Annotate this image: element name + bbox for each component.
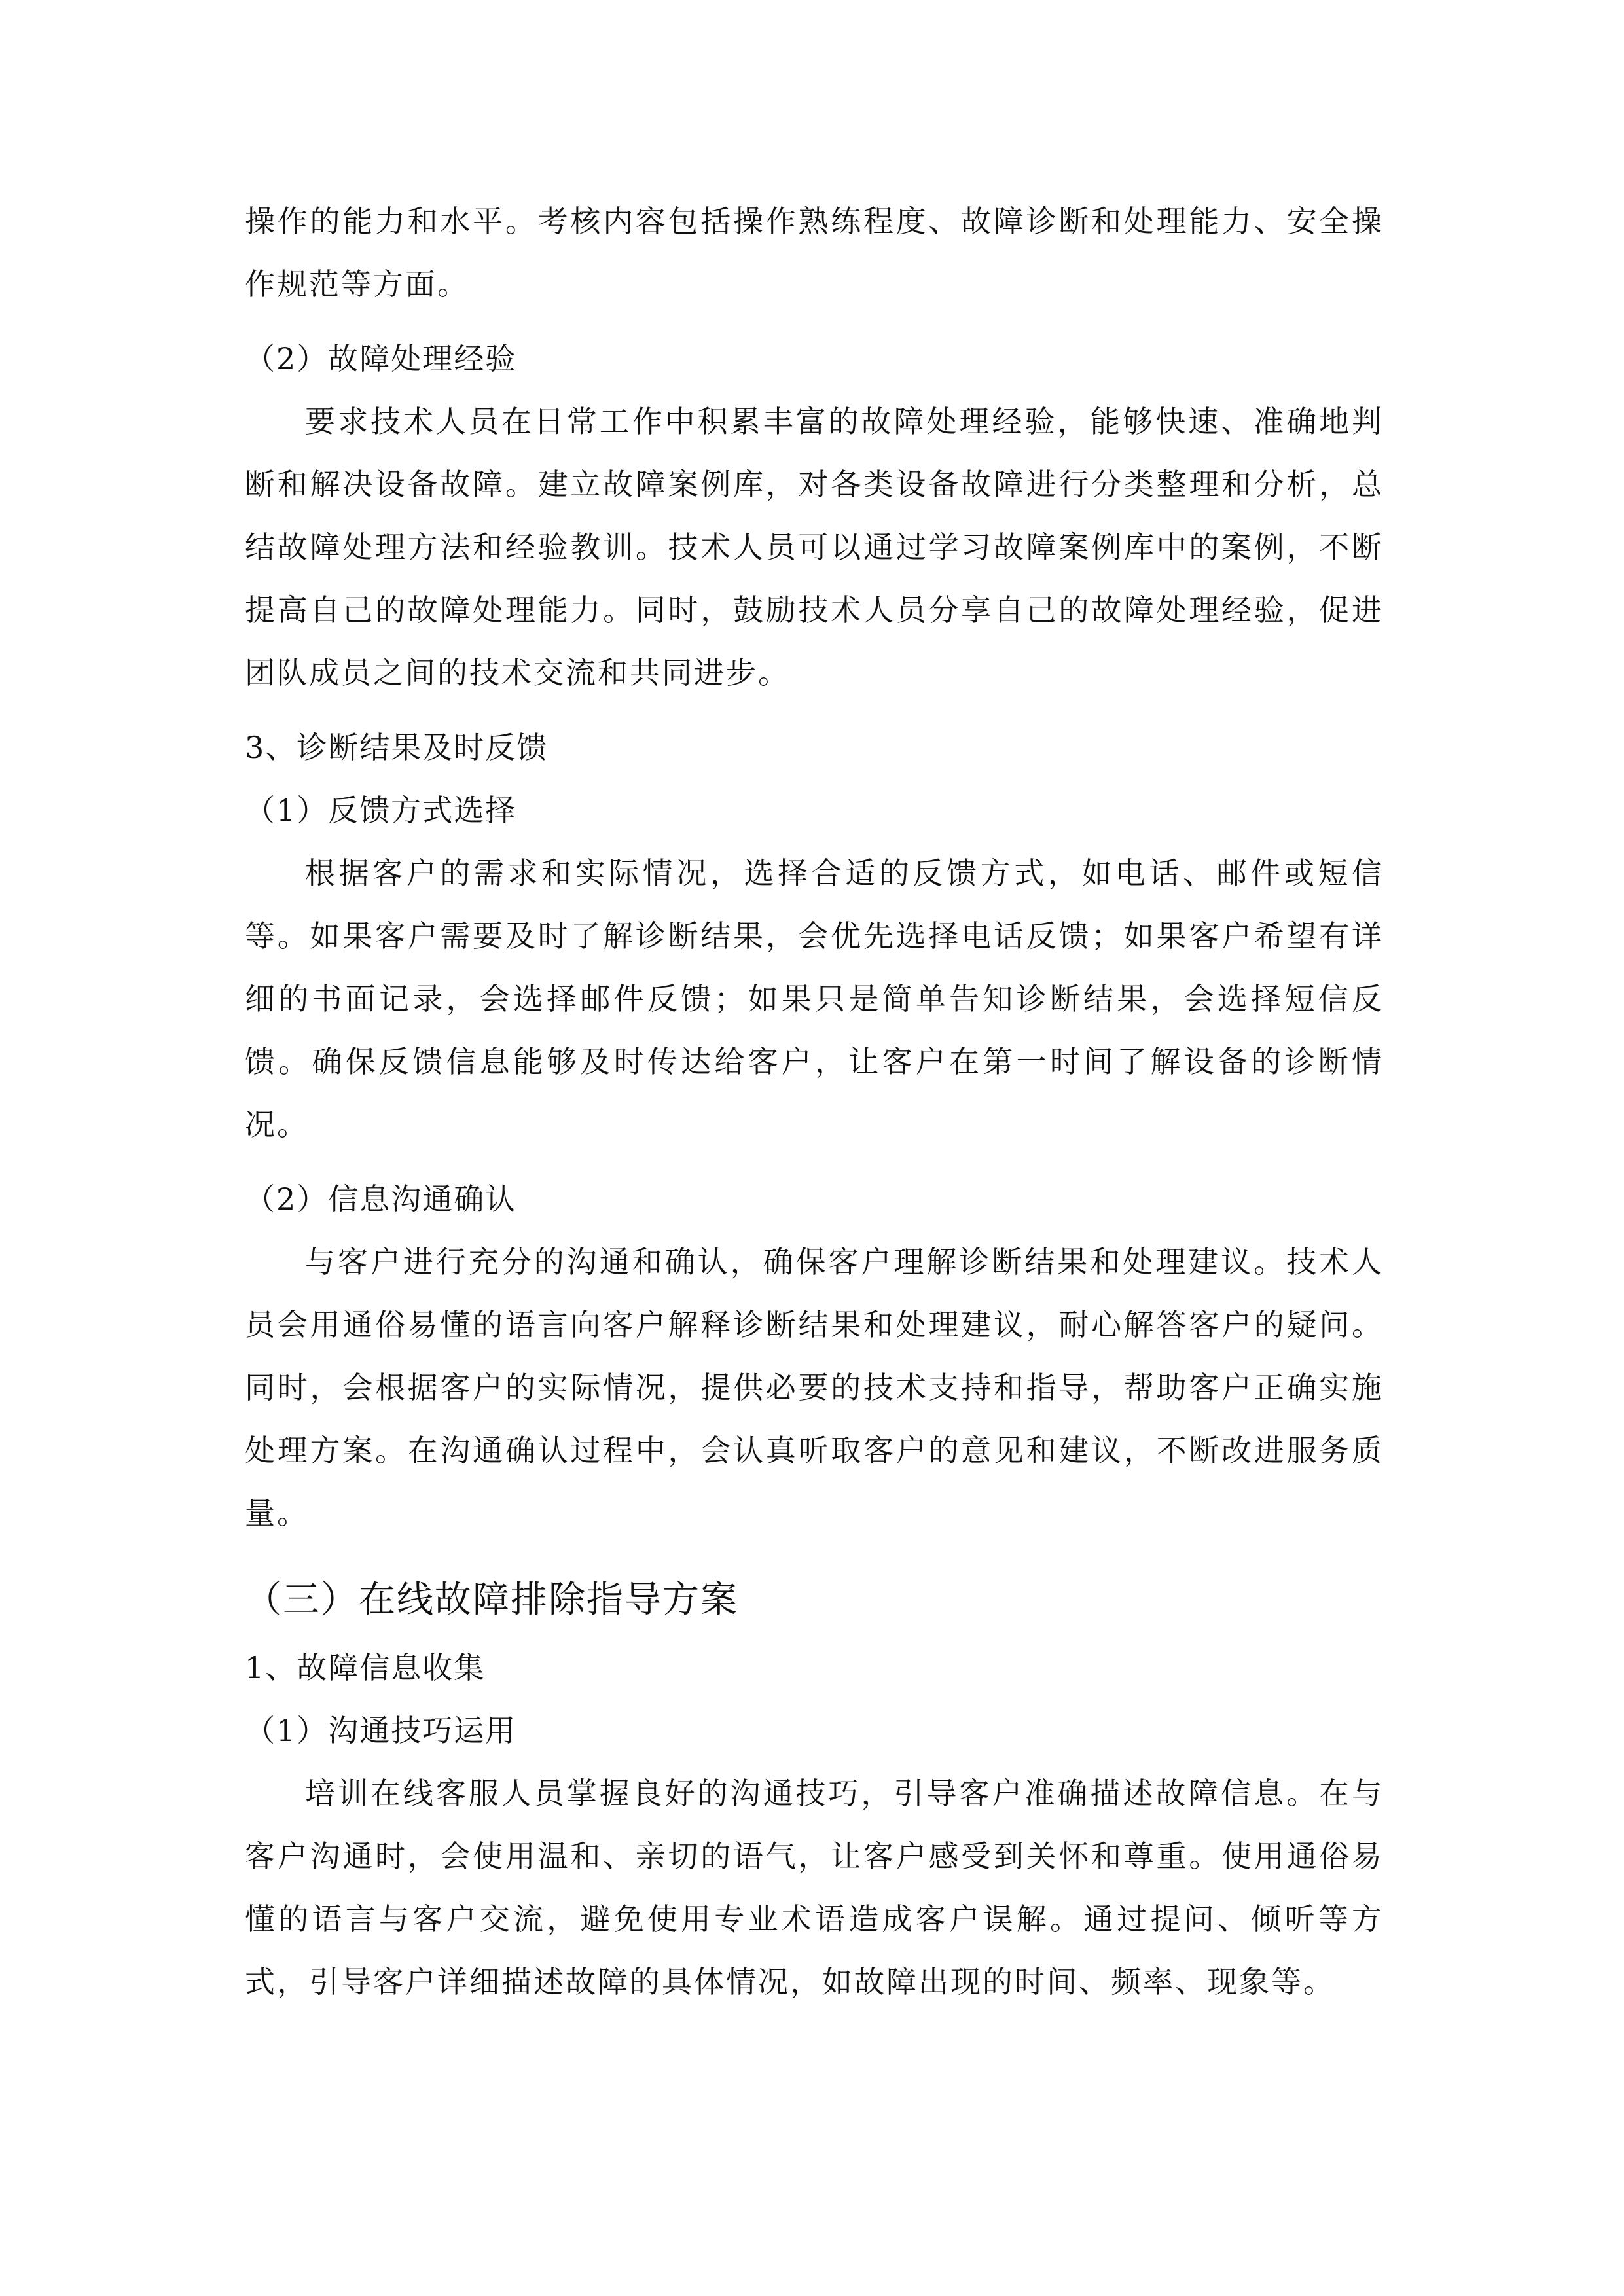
document-page [245, 190, 1384, 2013]
paragraph-communication-skills: 培训在线客服人员掌握良好的沟通技巧，引导客户准确描述故障信息。在与客户沟通时，会使用温和、亲切的语气，让客户感受到关怀和尊重。使用通俗易懂的语言与客户交流，避免使用专业术语造成客户误解。通过提问、倾听等方式，引导客户详细描述故障的具体情况，如故障出现的时间、频率、现象等。 [245, 1776, 1384, 2000]
paragraph-assessment-content: 操作的能力和水平。考核内容包括操作熟练程度、故障诊断和处理能力、安全操作规范等方面。 [245, 204, 1384, 302]
heading-fault-info-collection: 1、故障信息收集 [245, 1650, 486, 1685]
paragraph-info-confirmation: 与客户进行充分的沟通和确认，确保客户理解诊断结果和处理建议。技术人员会用通俗易懂的语言向客户解释诊断结果和处理建议，耐心解答客户的疑问。同时，会根据客户的实际情况，提供必要的技术支持和指导，帮助客户正确实施处理方案。在沟通确认过程中，会认真听取客户的意见和建议，不断改进服务质量。 [245, 1244, 1384, 1531]
section-title-online-troubleshooting: （三）在线故障排除指导方案 [245, 1579, 738, 1621]
subheading-fault-experience: （2）故障处理经验 [245, 341, 517, 376]
subheading-info-confirmation: （2）信息沟通确认 [245, 1181, 517, 1217]
subheading-feedback-method: （1）反馈方式选择 [245, 793, 517, 828]
paragraph-fault-experience: 要求技术人员在日常工作中积累丰富的故障处理经验，能够快速、准确地判断和解决设备故障。建立故障案例库，对各类设备故障进行分类整理和分析，总结故障处理方法和经验教训。技术人员可以通过学习故障案例库中的案例，不断提高自己的故障处理能力。同时，鼓励技术人员分享自己的故障处理经验，促进团队成员之间的技术交流和共同进步。 [245, 404, 1384, 691]
heading-diagnosis-feedback: 3、诊断结果及时反馈 [245, 730, 549, 765]
paragraph-feedback-method: 根据客户的需求和实际情况，选择合适的反馈方式，如电话、邮件或短信等。如果客户需要及时了解诊断结果，会优先选择电话反馈；如果客户希望有详细的书面记录，会选择邮件反馈；如果只是简单告知诊断结果，会选择短信反馈。确保反馈信息能够及时传达给客户，让客户在第一时间了解设备的诊断情况。 [245, 855, 1384, 1142]
subheading-communication-skills: （1）沟通技巧运用 [245, 1713, 517, 1748]
